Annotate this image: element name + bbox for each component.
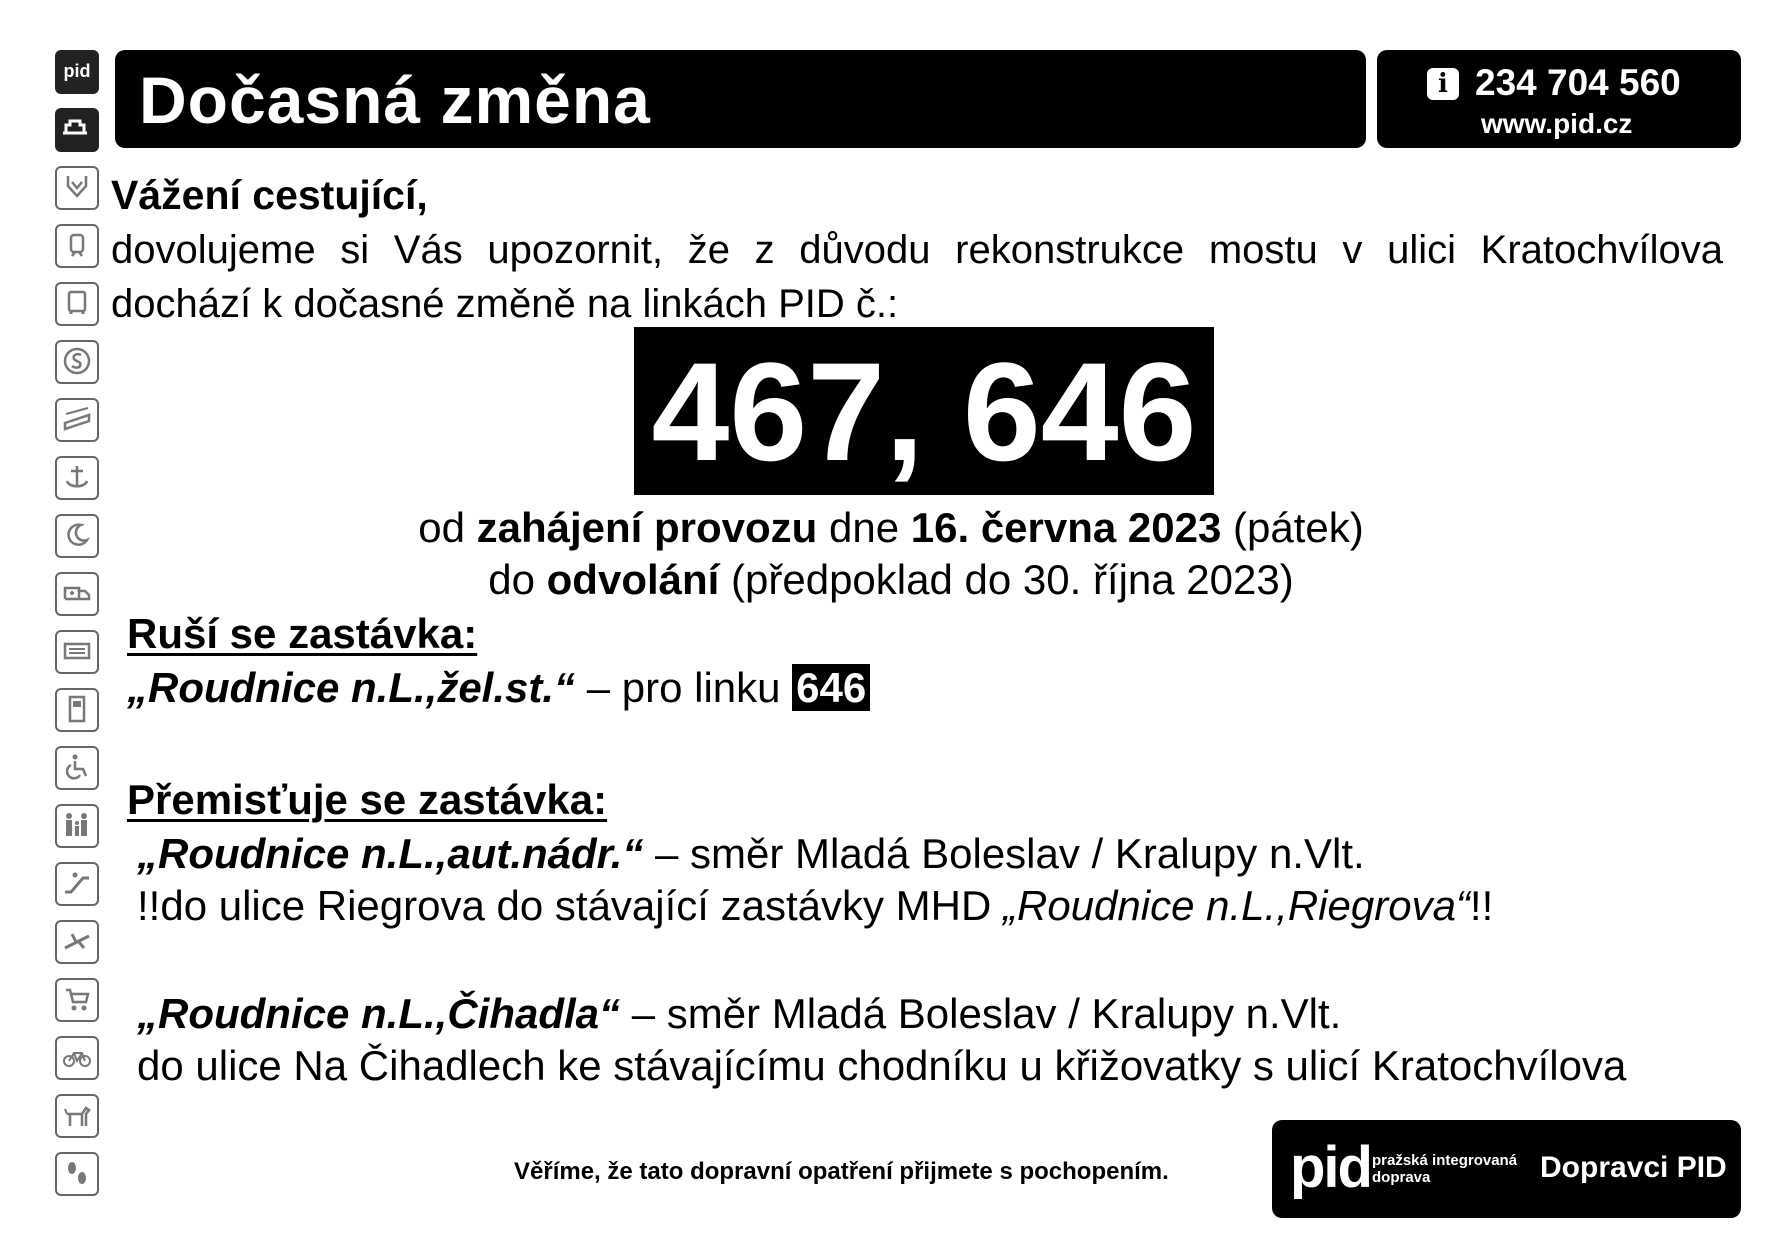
info-phone: 234 704 560 xyxy=(1475,62,1681,103)
moved-stop-1-note: !!do ulice Riegrova do stávající zastávky MHD „Roudnice n.L.,Riegrova“!! xyxy=(137,882,1494,929)
header-info-box xyxy=(1377,50,1741,148)
info-web: www.pid.cz xyxy=(1481,108,1633,139)
metro-icon xyxy=(55,166,99,210)
validity-until: do odvolání (předpoklad do 30. října 2023) xyxy=(488,556,1294,603)
cancelled-stop: „Roudnice n.L.,žel.st.“ – pro linku 646 xyxy=(127,664,870,712)
moved-heading: Přemisťuje se zastávka: xyxy=(127,776,608,823)
anchor-icon xyxy=(55,456,99,500)
cable-car-icon xyxy=(55,398,99,442)
moved-stop-2-note: do ulice Na Čihadlech ke stávajícímu chodníku u křižovatky s ulicí Kratochvílova xyxy=(137,1042,1627,1089)
validity-from: od zahájení provozu dne 16. června 2023 (pátek) xyxy=(418,504,1364,551)
affected-lines: 467, 646 xyxy=(651,333,1197,490)
tram-icon xyxy=(55,108,99,152)
operator-name: Dopravci PID xyxy=(1540,1151,1727,1184)
ship-icon xyxy=(55,340,99,384)
footer-note: Věříme, že tato dopravní opatření přijmete s pochopením. xyxy=(514,1158,1169,1185)
footprints-icon xyxy=(55,1152,99,1196)
train-icon xyxy=(55,224,99,268)
airplane-icon xyxy=(55,920,99,964)
affected-lines-box xyxy=(634,327,1214,495)
cancelled-heading: Ruší se zastávka: xyxy=(127,610,478,657)
moved-stop-2: „Roudnice n.L.,Čihadla“ – směr Mladá Boleslav / Kralupy n.Vlt. xyxy=(137,990,1342,1037)
ticket-machine-icon xyxy=(55,688,99,732)
intro-line-1: dovolujeme si Vás upozornit, že z důvodu rekonstrukce mostu v ulici Kratochvílova xyxy=(111,228,1723,272)
dog-icon xyxy=(55,1094,99,1138)
greeting: Vážení cestující, xyxy=(111,172,428,218)
info-icon: i xyxy=(1427,68,1459,100)
pid-logo: pid xyxy=(1290,1135,1371,1200)
intro-line-2: dochází k dočasné změně na linkách PID č.: xyxy=(111,282,899,326)
pid-logo-subtitle: pražská integrovaná doprava xyxy=(1372,1152,1518,1186)
bicycle-icon xyxy=(55,1036,99,1080)
footer-operator-box xyxy=(1272,1120,1741,1218)
wheelchair-icon xyxy=(55,746,99,790)
stroller-icon xyxy=(55,978,99,1022)
header-title-bar xyxy=(115,50,1366,148)
family-icon xyxy=(55,804,99,848)
bus-icon xyxy=(55,282,99,326)
moved-stop-1: „Roudnice n.L.,aut.nádr.“ – směr Mladá Boleslav / Kralupy n.Vlt. xyxy=(137,830,1365,877)
pid-logo-icon: pid xyxy=(55,50,99,94)
ticket-icon xyxy=(55,630,99,674)
page-title: Dočasná změna xyxy=(139,63,651,137)
line-badge: 646 xyxy=(792,664,870,711)
escalator-icon xyxy=(55,862,99,906)
